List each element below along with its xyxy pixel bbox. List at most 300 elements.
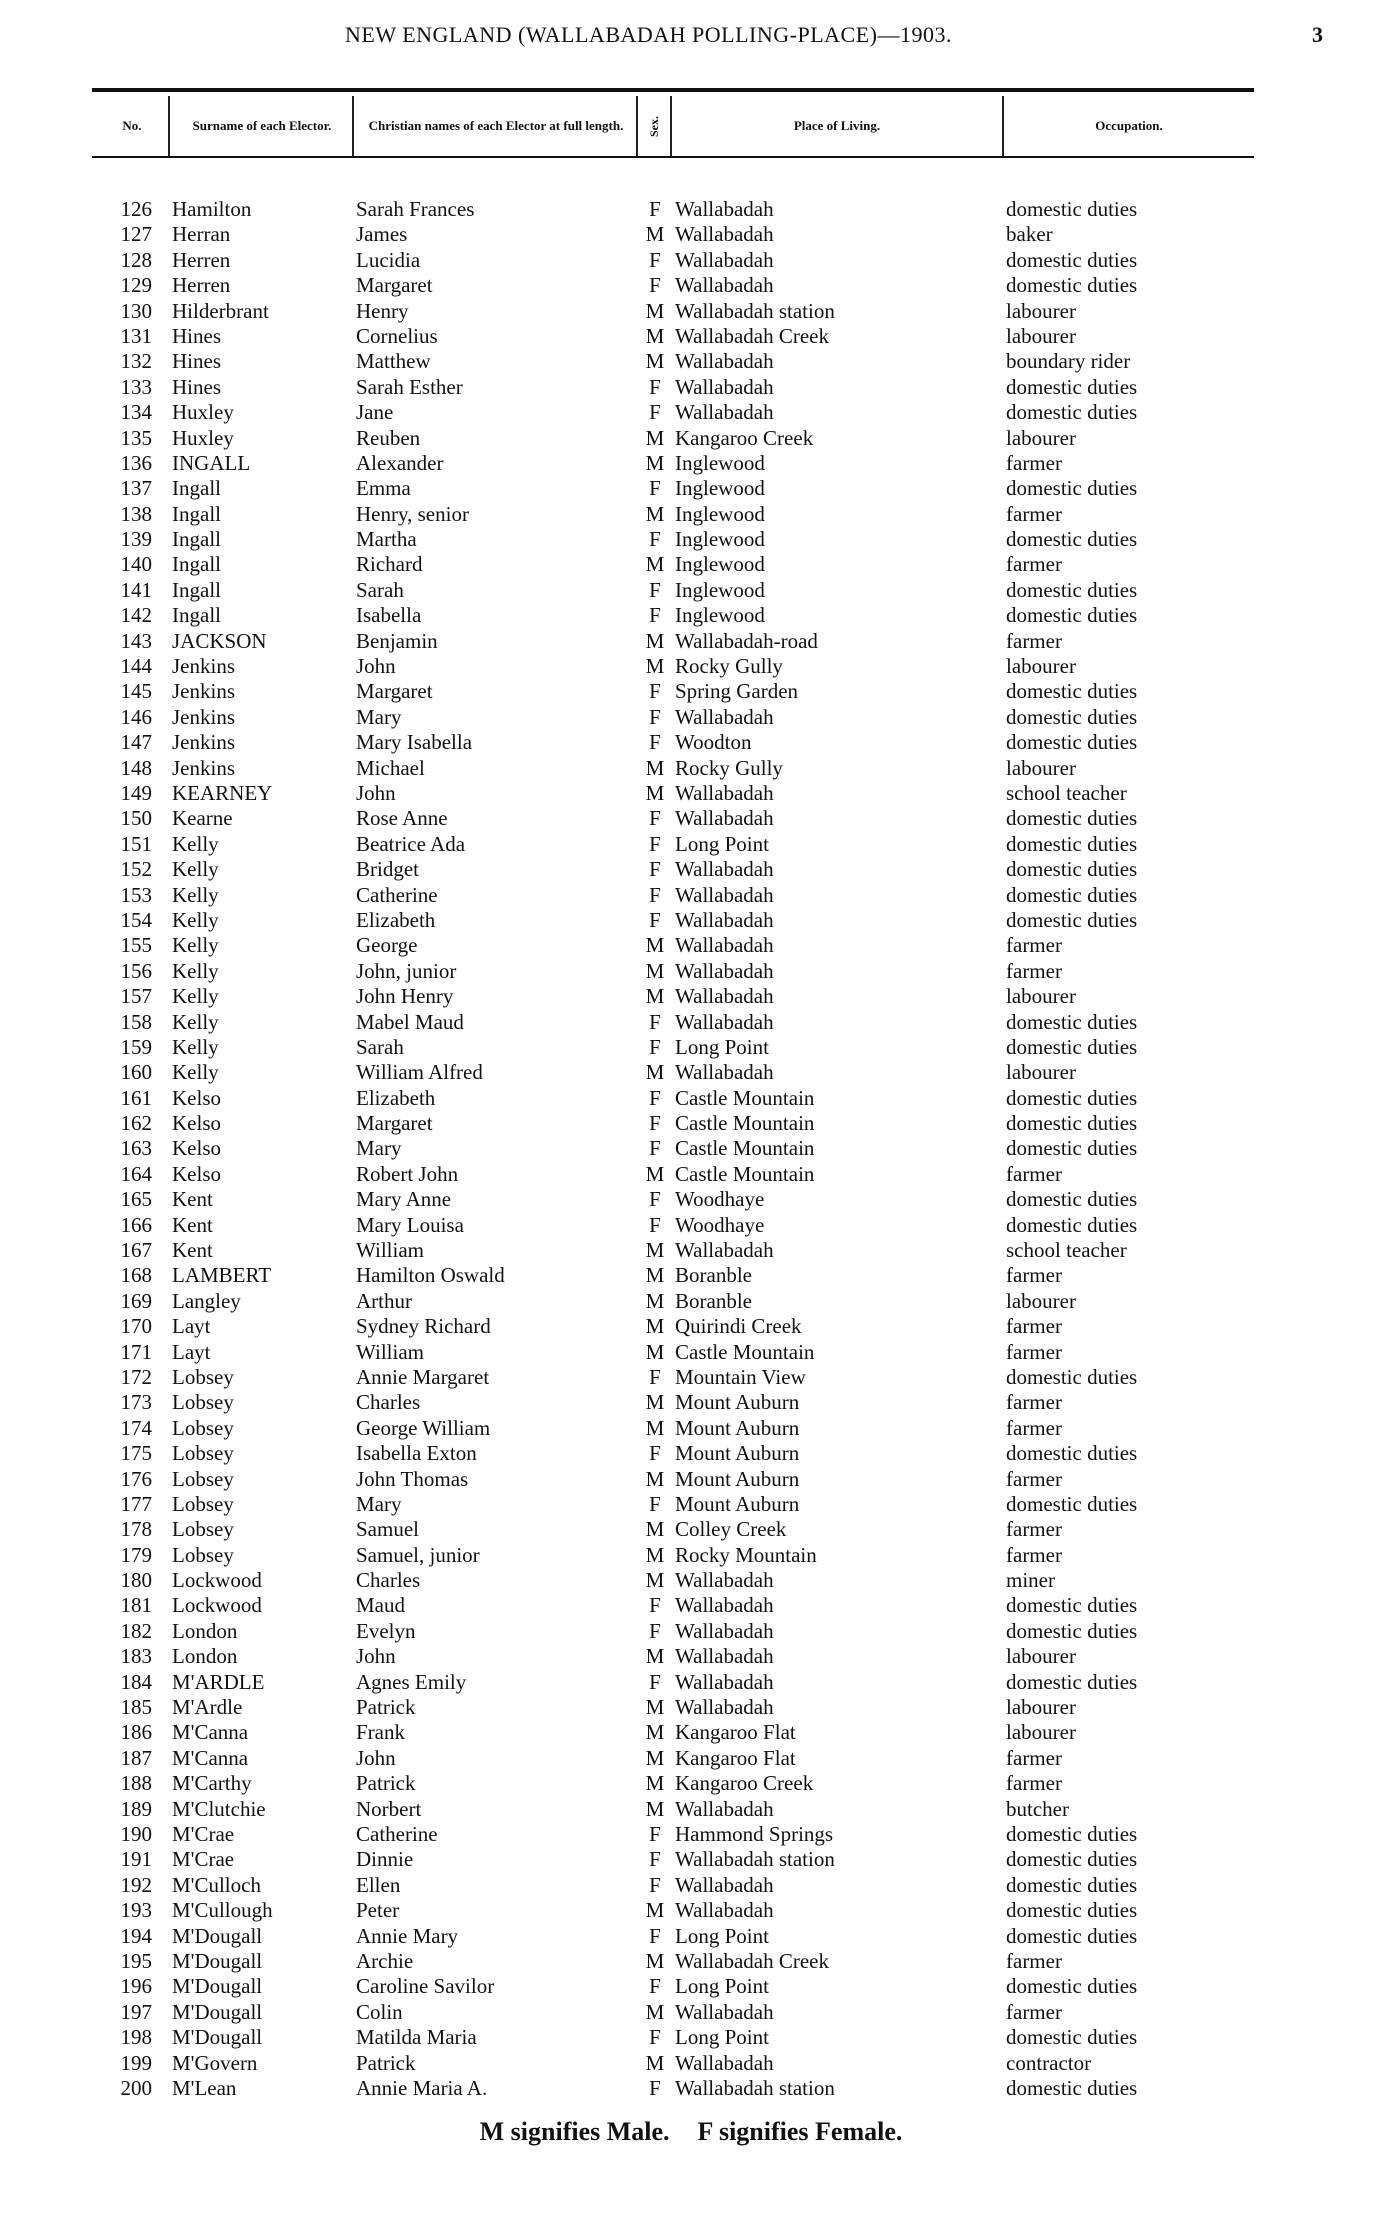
- elector-sex: M: [645, 780, 665, 805]
- elector-occupation: domestic duties: [1006, 2075, 1138, 2100]
- elector-surname: Kelso: [172, 1111, 221, 1136]
- elector-occupation: boundary rider: [1006, 349, 1131, 374]
- elector-sex: M: [645, 654, 665, 679]
- elector-number: 154: [120, 907, 152, 932]
- table-row: [0, 1390, 1382, 1415]
- elector-christian-names: Emma: [356, 476, 411, 501]
- elector-christian-names: Jane: [356, 400, 394, 425]
- elector-place-of-living: Hammond Springs: [675, 1822, 834, 1846]
- table-row: [0, 476, 1382, 501]
- elector-list: [0, 197, 1382, 2101]
- elector-occupation: domestic duties: [1006, 1187, 1138, 1212]
- elector-sex: F: [649, 831, 661, 856]
- elector-number: 159: [120, 1034, 152, 1059]
- elector-sex: M: [645, 1898, 665, 1923]
- elector-number: 156: [120, 958, 152, 983]
- elector-number: 160: [120, 1060, 152, 1085]
- elector-surname: Kent: [172, 1238, 213, 1263]
- elector-number: 178: [120, 1517, 152, 1542]
- elector-occupation: farmer: [1006, 1999, 1062, 2024]
- elector-sex: F: [649, 577, 661, 602]
- elector-christian-names: Michael: [356, 755, 425, 780]
- elector-place-of-living: Rocky Gully: [675, 654, 783, 679]
- elector-place-of-living: Wallabadah Creek: [675, 323, 829, 348]
- elector-place-of-living: Wallabadah: [675, 1644, 774, 1669]
- elector-surname: Kelso: [172, 1085, 221, 1110]
- elector-number: 128: [120, 247, 152, 272]
- elector-occupation: domestic duties: [1006, 907, 1138, 932]
- elector-place-of-living: Long Point: [675, 1974, 769, 1999]
- elector-surname: Hilderbrant: [172, 298, 269, 323]
- elector-christian-names: John: [356, 654, 396, 679]
- elector-sex: M: [645, 958, 665, 983]
- table-row: [0, 883, 1382, 908]
- elector-number: 191: [120, 1847, 152, 1872]
- elector-sex: M: [645, 1999, 665, 2024]
- elector-christian-names: Samuel, junior: [356, 1542, 480, 1567]
- elector-christian-names: George: [356, 933, 418, 958]
- elector-number: 181: [120, 1593, 152, 1618]
- elector-place-of-living: Kangaroo Flat: [675, 1720, 796, 1745]
- table-row: [0, 1822, 1382, 1847]
- elector-surname: Lobsey: [172, 1364, 234, 1389]
- elector-christian-names: Elizabeth: [356, 907, 436, 932]
- elector-place-of-living: Wallabadah: [675, 1593, 774, 1618]
- table-row: [0, 502, 1382, 527]
- table-row: [0, 1086, 1382, 1111]
- elector-christian-names: Mary: [356, 1136, 402, 1161]
- elector-number: 142: [120, 603, 152, 628]
- elector-number: 168: [120, 1263, 152, 1288]
- table-row: [0, 1847, 1382, 1872]
- elector-christian-names: Mary Louisa: [356, 1212, 464, 1237]
- table-row: [0, 705, 1382, 730]
- elector-christian-names: John: [356, 1745, 396, 1770]
- table-row: [0, 527, 1382, 552]
- table-row: [0, 832, 1382, 857]
- elector-surname: Lockwood: [172, 1568, 262, 1593]
- elector-christian-names: Sarah Esther: [356, 374, 463, 399]
- elector-place-of-living: Wallabadah: [675, 907, 774, 932]
- elector-place-of-living: Kangaroo Creek: [675, 425, 814, 450]
- elector-occupation: domestic duties: [1006, 1111, 1138, 1136]
- elector-surname: Kelly: [172, 1060, 219, 1085]
- table-row: [0, 1035, 1382, 1060]
- elector-christian-names: Lucidia: [356, 247, 421, 272]
- elector-christian-names: Margaret: [356, 1111, 433, 1136]
- table-row: [0, 679, 1382, 704]
- elector-number: 155: [120, 933, 152, 958]
- elector-sex: F: [649, 476, 661, 501]
- elector-occupation: farmer: [1006, 1542, 1062, 1567]
- elector-christian-names: John Thomas: [356, 1466, 469, 1491]
- elector-occupation: domestic duties: [1006, 1974, 1138, 1999]
- table-row: [0, 2051, 1382, 2076]
- table-row: [0, 1746, 1382, 1771]
- elector-sex: F: [649, 1136, 661, 1161]
- elector-surname: Lobsey: [172, 1415, 234, 1440]
- elector-sex: M: [645, 1238, 665, 1263]
- elector-sex: F: [649, 1847, 661, 1872]
- elector-surname: Herran: [172, 222, 231, 247]
- elector-occupation: domestic duties: [1006, 1212, 1138, 1237]
- table-top-rule: [92, 88, 1254, 92]
- table-row: [0, 1593, 1382, 1618]
- elector-occupation: domestic duties: [1006, 1136, 1138, 1161]
- elector-number: 190: [120, 1822, 152, 1846]
- elector-place-of-living: Wallabadah: [675, 984, 774, 1009]
- elector-sex: F: [649, 1441, 661, 1466]
- elector-occupation: domestic duties: [1006, 679, 1138, 704]
- elector-christian-names: Charles: [356, 1390, 421, 1415]
- elector-number: 165: [120, 1187, 152, 1212]
- table-row: [0, 400, 1382, 425]
- table-row: [0, 349, 1382, 374]
- elector-christian-names: Catherine: [356, 1822, 438, 1846]
- elector-christian-names: John: [356, 1644, 396, 1669]
- elector-occupation: labourer: [1006, 298, 1076, 323]
- elector-occupation: domestic duties: [1006, 1441, 1138, 1466]
- elector-place-of-living: Wallabadah: [675, 1872, 774, 1897]
- elector-christian-names: John: [356, 780, 396, 805]
- elector-occupation: farmer: [1006, 958, 1062, 983]
- elector-occupation: domestic duties: [1006, 1822, 1138, 1846]
- elector-occupation: farmer: [1006, 1415, 1062, 1440]
- elector-sex: M: [645, 1796, 665, 1821]
- elector-occupation: labourer: [1006, 1644, 1076, 1669]
- elector-surname: Ingall: [172, 603, 221, 628]
- elector-place-of-living: Wallabadah: [675, 806, 774, 831]
- table-row: [0, 1467, 1382, 1492]
- elector-sex: F: [649, 1669, 661, 1694]
- elector-occupation: domestic duties: [1006, 1593, 1138, 1618]
- elector-surname: M'Dougall: [172, 1974, 263, 1999]
- elector-occupation: domestic duties: [1006, 1364, 1138, 1389]
- elector-christian-names: Maud: [356, 1593, 405, 1618]
- elector-occupation: labourer: [1006, 984, 1076, 1009]
- elector-number: 163: [120, 1136, 152, 1161]
- table-row: [0, 1619, 1382, 1644]
- elector-occupation: domestic duties: [1006, 1034, 1138, 1059]
- elector-occupation: labourer: [1006, 755, 1076, 780]
- table-row: [0, 1238, 1382, 1263]
- elector-place-of-living: Inglewood: [675, 552, 765, 577]
- elector-christian-names: John, junior: [356, 958, 457, 983]
- elector-place-of-living: Mountain View: [675, 1364, 806, 1389]
- elector-occupation: school teacher: [1006, 1238, 1127, 1263]
- elector-number: 147: [120, 730, 152, 755]
- elector-surname: Ingall: [172, 577, 221, 602]
- elector-christian-names: Evelyn: [356, 1618, 416, 1643]
- elector-number: 174: [120, 1415, 152, 1440]
- elector-christian-names: Annie Maria A.: [356, 2075, 488, 2100]
- elector-occupation: farmer: [1006, 1745, 1062, 1770]
- elector-number: 150: [120, 806, 152, 831]
- elector-sex: F: [649, 806, 661, 831]
- elector-occupation: contractor: [1006, 2050, 1092, 2075]
- elector-surname: Layt: [172, 1314, 211, 1339]
- elector-surname: Lobsey: [172, 1390, 234, 1415]
- elector-place-of-living: Long Point: [675, 831, 769, 856]
- elector-christian-names: Norbert: [356, 1796, 422, 1821]
- elector-occupation: domestic duties: [1006, 1898, 1138, 1923]
- elector-number: 189: [120, 1796, 152, 1821]
- elector-sex: F: [649, 197, 661, 221]
- elector-sex: F: [649, 679, 661, 704]
- table-row: [0, 1720, 1382, 1745]
- elector-place-of-living: Long Point: [675, 1923, 769, 1948]
- elector-occupation: farmer: [1006, 552, 1062, 577]
- elector-sex: M: [645, 1415, 665, 1440]
- table-row: [0, 1136, 1382, 1161]
- elector-place-of-living: Castle Mountain: [675, 1111, 815, 1136]
- elector-occupation: farmer: [1006, 1771, 1062, 1796]
- elector-occupation: butcher: [1006, 1796, 1069, 1821]
- table-row: [0, 959, 1382, 984]
- elector-christian-names: Cornelius: [356, 323, 438, 348]
- elector-number: 196: [120, 1974, 152, 1999]
- elector-occupation: farmer: [1006, 1314, 1062, 1339]
- elector-place-of-living: Wallabadah: [675, 1568, 774, 1593]
- elector-occupation: farmer: [1006, 1390, 1062, 1415]
- page-number: 3: [1312, 22, 1323, 47]
- table-row: [0, 1416, 1382, 1441]
- elector-occupation: domestic duties: [1006, 730, 1138, 755]
- elector-occupation: farmer: [1006, 1161, 1062, 1186]
- elector-sex: M: [645, 755, 665, 780]
- elector-surname: Kent: [172, 1187, 213, 1212]
- elector-christian-names: Reuben: [356, 425, 421, 450]
- elector-sex: F: [649, 1111, 661, 1136]
- table-row: [0, 1517, 1382, 1542]
- sex-legend: [0, 2117, 1382, 2147]
- elector-sex: F: [649, 1212, 661, 1237]
- table-row: [0, 273, 1382, 298]
- elector-christian-names: Hamilton Oswald: [356, 1263, 505, 1288]
- elector-sex: F: [649, 907, 661, 932]
- table-row: [0, 1670, 1382, 1695]
- elector-place-of-living: Wallabadah: [675, 1898, 774, 1923]
- table-row: [0, 2025, 1382, 2050]
- elector-place-of-living: Wallabadah: [675, 2050, 774, 2075]
- elector-sex: F: [649, 1187, 661, 1212]
- elector-christian-names: James: [356, 222, 408, 247]
- elector-surname: Kearne: [172, 806, 233, 831]
- table-row: [0, 1289, 1382, 1314]
- elector-christian-names: Henry: [356, 298, 409, 323]
- elector-surname: Herren: [172, 247, 231, 272]
- elector-place-of-living: Wallabadah: [675, 1669, 774, 1694]
- table-row: [0, 1695, 1382, 1720]
- elector-place-of-living: Wallabadah: [675, 1238, 774, 1263]
- elector-occupation: domestic duties: [1006, 273, 1138, 298]
- elector-place-of-living: Woodton: [675, 730, 752, 755]
- elector-number: 194: [120, 1923, 152, 1948]
- elector-occupation: domestic duties: [1006, 603, 1138, 628]
- elector-place-of-living: Quirindi Creek: [675, 1314, 802, 1339]
- elector-occupation: labourer: [1006, 1060, 1076, 1085]
- column-header-christian-names: Christian names of each Elector at full length.: [368, 118, 624, 133]
- elector-number: 177: [120, 1491, 152, 1516]
- elector-sex: M: [645, 628, 665, 653]
- elector-number: 179: [120, 1542, 152, 1567]
- elector-number: 166: [120, 1212, 152, 1237]
- elector-christian-names: Patrick: [356, 2050, 416, 2075]
- elector-occupation: farmer: [1006, 1263, 1062, 1288]
- elector-place-of-living: Inglewood: [675, 476, 765, 501]
- elector-place-of-living: Kangaroo Creek: [675, 1771, 814, 1796]
- table-row: [0, 1898, 1382, 1923]
- elector-surname: KEARNEY: [172, 780, 273, 805]
- elector-christian-names: Catherine: [356, 882, 438, 907]
- elector-place-of-living: Mount Auburn: [675, 1491, 800, 1516]
- table-row: [0, 1441, 1382, 1466]
- elector-christian-names: Samuel: [356, 1517, 419, 1542]
- elector-surname: M'Cullough: [172, 1898, 273, 1923]
- table-row: [0, 375, 1382, 400]
- elector-sex: M: [645, 1542, 665, 1567]
- elector-sex: F: [649, 1872, 661, 1897]
- elector-sex: M: [645, 1695, 665, 1720]
- elector-sex: F: [649, 1593, 661, 1618]
- elector-occupation: farmer: [1006, 501, 1062, 526]
- table-row: [0, 1924, 1382, 1949]
- elector-occupation: domestic duties: [1006, 1009, 1138, 1034]
- elector-sex: M: [645, 1720, 665, 1745]
- table-row: [0, 1644, 1382, 1669]
- elector-occupation: domestic duties: [1006, 857, 1138, 882]
- elector-surname: London: [172, 1618, 238, 1643]
- elector-christian-names: Alexander: [356, 450, 444, 475]
- elector-surname: M'Dougall: [172, 1923, 263, 1948]
- elector-number: 167: [120, 1238, 152, 1263]
- elector-number: 172: [120, 1364, 152, 1389]
- elector-sex: F: [649, 1618, 661, 1643]
- elector-number: 176: [120, 1466, 152, 1491]
- elector-sex: M: [645, 1339, 665, 1364]
- elector-place-of-living: Castle Mountain: [675, 1339, 815, 1364]
- column-header-sex-label: Sex.: [647, 115, 661, 137]
- elector-sex: F: [649, 273, 661, 298]
- elector-surname: Hines: [172, 349, 221, 374]
- elector-number: 132: [120, 349, 152, 374]
- elector-place-of-living: Mount Auburn: [675, 1390, 800, 1415]
- elector-number: 157: [120, 984, 152, 1009]
- table-row: [0, 1314, 1382, 1339]
- elector-sex: F: [649, 374, 661, 399]
- table-row: [0, 984, 1382, 1009]
- elector-number: 173: [120, 1390, 152, 1415]
- elector-occupation: domestic duties: [1006, 400, 1138, 425]
- elector-place-of-living: Wallabadah: [675, 1796, 774, 1821]
- elector-place-of-living: Wallabadah: [675, 958, 774, 983]
- elector-surname: Lockwood: [172, 1593, 262, 1618]
- elector-occupation: farmer: [1006, 1948, 1062, 1973]
- column-divider: [168, 96, 170, 156]
- elector-place-of-living: Wallabadah: [675, 1060, 774, 1085]
- table-row: [0, 1263, 1382, 1288]
- elector-christian-names: Henry, senior: [356, 501, 469, 526]
- elector-place-of-living: Mount Auburn: [675, 1466, 800, 1491]
- elector-surname: Jenkins: [172, 730, 235, 755]
- elector-surname: JACKSON: [172, 628, 267, 653]
- elector-christian-names: Matthew: [356, 349, 431, 374]
- elector-surname: Ingall: [172, 527, 221, 552]
- elector-christian-names: Mary: [356, 704, 402, 729]
- elector-surname: M'Crae: [172, 1822, 235, 1846]
- table-row: [0, 654, 1382, 679]
- elector-number: 136: [120, 450, 152, 475]
- elector-christian-names: Mabel Maud: [356, 1009, 464, 1034]
- elector-number: 152: [120, 857, 152, 882]
- elector-sex: M: [645, 1060, 665, 1085]
- elector-sex: F: [649, 1034, 661, 1059]
- elector-surname: Lobsey: [172, 1441, 234, 1466]
- elector-sex: M: [645, 1771, 665, 1796]
- elector-number: 158: [120, 1009, 152, 1034]
- elector-sex: F: [649, 400, 661, 425]
- elector-number: 146: [120, 704, 152, 729]
- elector-number: 149: [120, 780, 152, 805]
- elector-sex: M: [645, 1161, 665, 1186]
- elector-sex: M: [645, 933, 665, 958]
- elector-place-of-living: Castle Mountain: [675, 1085, 815, 1110]
- elector-sex: M: [645, 323, 665, 348]
- elector-christian-names: Isabella Exton: [356, 1441, 477, 1466]
- table-row: [0, 222, 1382, 247]
- column-divider: [352, 96, 354, 156]
- elector-sex: M: [645, 2050, 665, 2075]
- elector-sex: F: [649, 1009, 661, 1034]
- elector-sex: M: [645, 1745, 665, 1770]
- elector-christian-names: Richard: [356, 552, 423, 577]
- table-row: [0, 552, 1382, 577]
- elector-surname: Kelly: [172, 984, 219, 1009]
- elector-place-of-living: Wallabadah: [675, 1999, 774, 2024]
- elector-christian-names: Patrick: [356, 1771, 416, 1796]
- elector-surname: Jenkins: [172, 704, 235, 729]
- elector-number: 151: [120, 831, 152, 856]
- elector-occupation: domestic duties: [1006, 1923, 1138, 1948]
- column-header-place: Place of Living.: [793, 118, 881, 133]
- table-row: [0, 1060, 1382, 1085]
- elector-christian-names: Mary: [356, 1491, 402, 1516]
- female-legend: F signifies Female.: [697, 2117, 903, 2146]
- elector-occupation: domestic duties: [1006, 247, 1138, 272]
- elector-surname: Jenkins: [172, 679, 235, 704]
- elector-place-of-living: Wallabadah: [675, 400, 774, 425]
- elector-number: 162: [120, 1111, 152, 1136]
- table-row: [0, 578, 1382, 603]
- table-row: [0, 1568, 1382, 1593]
- table-row: [0, 1111, 1382, 1136]
- elector-christian-names: Archie: [356, 1948, 414, 1973]
- table-row: [0, 299, 1382, 324]
- elector-christian-names: Mary Anne: [356, 1187, 452, 1212]
- elector-christian-names: Robert John: [356, 1161, 459, 1186]
- column-header-no: No.: [122, 118, 142, 133]
- elector-christian-names: John Henry: [356, 984, 454, 1009]
- elector-number: 186: [120, 1720, 152, 1745]
- elector-occupation: farmer: [1006, 628, 1062, 653]
- elector-occupation: domestic duties: [1006, 1847, 1138, 1872]
- elector-number: 185: [120, 1695, 152, 1720]
- elector-place-of-living: Boranble: [675, 1263, 752, 1288]
- male-legend: M signifies Male.: [479, 2117, 670, 2146]
- elector-occupation: farmer: [1006, 1517, 1062, 1542]
- table-row: [0, 603, 1382, 628]
- table-row: [0, 806, 1382, 831]
